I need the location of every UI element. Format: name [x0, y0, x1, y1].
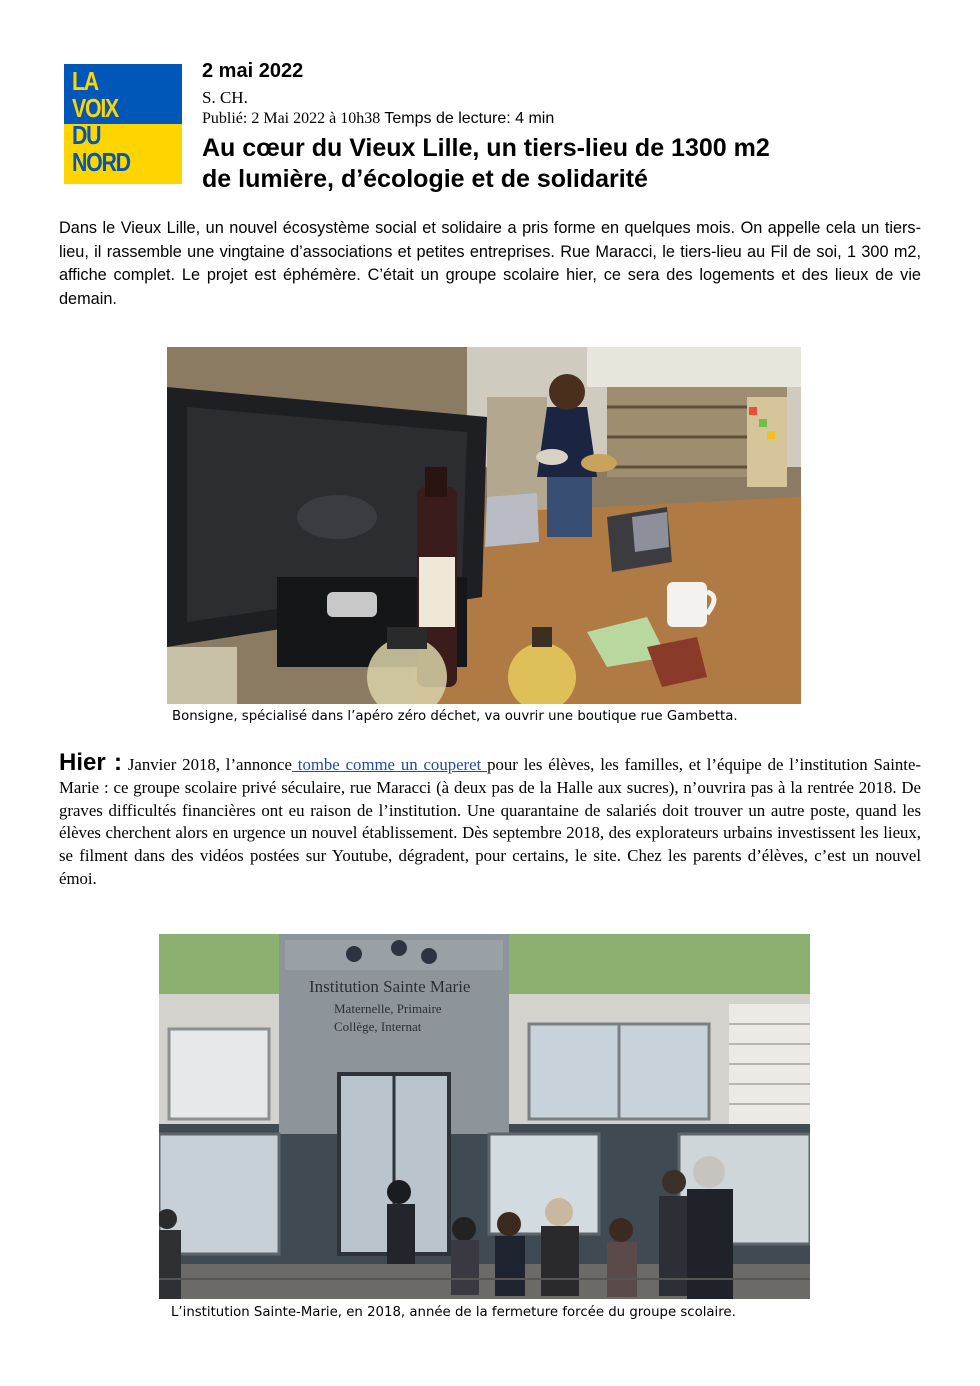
article-author: S. CH.	[202, 88, 248, 107]
reading-time: Temps de lecture: 4 min	[384, 110, 555, 127]
logo-line-2: VOIX	[72, 93, 119, 123]
title-line-1: Au cœur du Vieux Lille, un tiers-lieu de 1300 m2	[202, 134, 770, 162]
building-illustration	[159, 934, 810, 1299]
workspace-illustration	[167, 347, 801, 704]
sign-line-3: Collège, Internat	[334, 1019, 422, 1034]
published-timestamp: Publié: 2 Mai 2022 à 10h38	[202, 110, 381, 127]
couperet-link[interactable]: tombe comme un couperet	[291, 755, 488, 774]
hier-text-before-link: Janvier 2018, l’annonce	[122, 755, 292, 774]
logo-line-1: LA	[72, 66, 98, 96]
sign-line-2: Maternelle, Primaire	[334, 1001, 442, 1016]
title-line-2: de lumière, d’écologie et de solidarité	[202, 165, 648, 193]
photo2-caption: L’institution Sainte-Marie, en 2018, année de la fermeture forcée du groupe scolaire.	[171, 1305, 736, 1320]
sign-line-1: Institution Sainte Marie	[309, 977, 471, 996]
photo-bonsigne-workspace	[167, 347, 801, 704]
article-date: 2 mai 2022	[202, 60, 304, 82]
hier-text-after-link: pour les élèves, les familles, et l’équipe de l’institution Sainte-Marie : ce groupe scolaire privé séculaire, rue Maracci (à deux pas de la Halle aux sucres), n’ouvrira pas à la rentrée 2018. De graves difficultés financières ont eu raison de l’institution. Une quarantaine de salariés doit trouver un autre poste, quand les élèves cherchent alors en urgence un nouvel établissement. Dès septembre 2018, des explorateurs urbains investissent les lieux, se filment dans des vidéos postées sur Youtube, dégradent, pour certains, le site. Chez les parents d’élèves, c’est un nouvel émoi.	[59, 755, 921, 888]
logo-line-3: DU	[72, 120, 101, 150]
article-title	[202, 133, 922, 195]
hier-lead: Hier :	[59, 749, 123, 776]
la-voix-du-nord-logo	[64, 64, 182, 184]
hier-paragraph	[59, 749, 921, 891]
article-intro: Dans le Vieux Lille, un nouvel écosystème social et solidaire a pris forme en quelques mois. On appelle cela un tiers-lieu, il rassemble une vingtaine d’associations et petites entreprises. Rue Maracci, le tiers-lieu au Fil de soi, 1 300 m2, affiche complet. Le projet est éphémère. C’était un groupe scolaire hier, ce sera des logements et des lieux de vie demain.	[59, 219, 921, 308]
publication-info	[202, 110, 554, 128]
photo-institution-sainte-marie	[159, 934, 810, 1299]
logo-wordmark	[72, 68, 162, 176]
logo-line-4: NORD	[72, 147, 130, 177]
photo1-caption: Bonsigne, spécialisé dans l’apéro zéro déchet, va ouvrir une boutique rue Gambetta.	[172, 709, 738, 724]
